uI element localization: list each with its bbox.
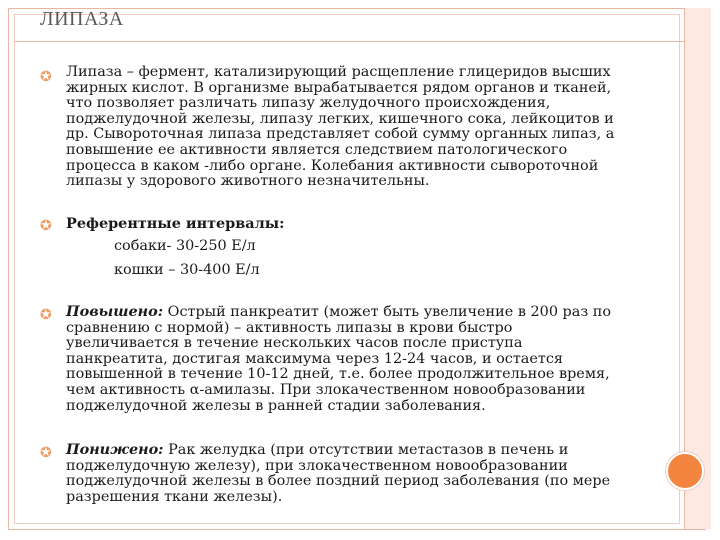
decreased-label: Понижено: xyxy=(66,441,164,458)
side-panel xyxy=(684,8,711,529)
bullet-icon: ✪ xyxy=(40,69,52,85)
increased-label: Повышено: xyxy=(66,303,164,320)
reference-dogs: собаки- 30-250 Е/л xyxy=(114,238,256,254)
title-divider xyxy=(14,41,684,42)
decorative-orange-circle xyxy=(666,452,704,490)
increased-paragraph xyxy=(66,304,618,414)
reference-cats: кошки – 30-400 Е/л xyxy=(114,262,260,278)
bullet-icon: ✪ xyxy=(40,218,52,234)
bullet-icon: ✪ xyxy=(40,307,52,323)
bullet-icon: ✪ xyxy=(40,445,52,461)
intro-paragraph: Липаза – фермент, катализирующий расщепление глицеридов высших жирных кислот. В организме вырабатывается рядом органов и тканей, что позволяет различать липазу желудочного происхождения, поджелудочной железы, липазу легких, кишечного сока, лейкоцитов и др. Сывороточная липаза представляет собой сумму органных липаз, а повышение ее активности является следствием патологического процесса в каком -либо органе. Колебания активности сывороточной липазы у здорового животного незначительны. xyxy=(66,64,615,190)
slide-title: ЛИПАЗА xyxy=(40,8,124,30)
increased-text: Острый панкреатит (может быть увеличение в 200 раз по сравнению с нормой) – активность липазы в крови быстро увеличивается в течение нескольких часов после приступа панкреатита, достигая максимума через 12-24 часов, и остается повышенной в течение 10-12 дней, т.е. более продолжительное время, чем активность α-амилазы. При злокачественном новообразовании поджелудочной железы в ранней стадии заболевания. xyxy=(66,304,612,414)
reference-heading: Референтные интервалы: xyxy=(66,215,285,232)
decreased-paragraph xyxy=(66,442,618,505)
decreased-text: Рак желудка (при отсутствии метастазов в печень и поджелудочную железу), при злокачественном новообразовании поджелудочной железы в более поздний период заболевания (по мере разрешения ткани железы). xyxy=(66,442,611,505)
